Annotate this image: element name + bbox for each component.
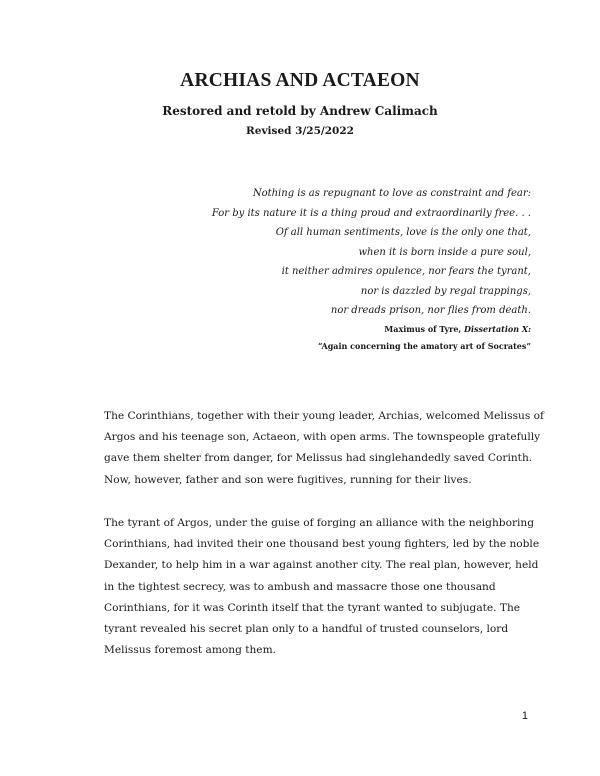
paragraph-line: Melissus foremost among them. (104, 644, 276, 657)
revision-date: Revised 3/25/2022 (246, 125, 354, 137)
epigraph-line: Of all human sentiments, love is the only one that, (275, 227, 531, 238)
epigraph-line: Nothing is as repugnant to love as constraint and fear: (252, 188, 531, 199)
paragraph-line: The tyrant of Argos, under the guise of forging an alliance with the neighboring (104, 517, 535, 529)
paragraph-line: The Corinthians, together with their young leader, Archias, welcomed Melissus of (104, 410, 544, 422)
epigraph-line: it neither admires opulence, nor fears the tyrant, (281, 266, 531, 277)
epigraph-line: nor dreads prison, nor flies from death. (330, 305, 531, 316)
paragraph-line: Corinthians, had invited their one thousand best young fighters, led by the noble (104, 538, 540, 551)
document-subtitle: Restored and retold by Andrew Calimach (162, 104, 438, 118)
paragraph-line: Now, however, father and son were fugitives, running for their lives. (104, 473, 472, 486)
epigraph-line: For by its nature it is a thing proud and extraordinarily free. . . (211, 207, 531, 219)
paragraph-line: in the tightest secrecy, was to ambush and massacre those one thousand (104, 580, 496, 593)
epigraph-author: Maximus of Tyre, (384, 323, 464, 334)
epigraph-attribution (111, 321, 531, 338)
epigraph-line: nor is dazzled by regal trappings, (360, 285, 531, 297)
body-paragraph (104, 406, 544, 491)
body-paragraph (104, 513, 544, 661)
paragraph-line: gave them shelter from danger, for Melissus had singlehandedly saved Corinth. (104, 452, 533, 465)
paragraph-line: Argos and his teenage son, Actaeon, with open arms. The townspeople gratefully (104, 431, 541, 444)
epigraph-work-subtitle: “Again concerning the amatory art of Socrates” (318, 340, 531, 351)
document-title: ARCHIAS AND ACTAEON (180, 70, 420, 91)
epigraph-work: Dissertation X: (464, 323, 531, 334)
page-number: 1 (521, 710, 528, 722)
paragraph-line: Corinthians, for it was Corinth itself that the tyrant wanted to subjugate. The (104, 601, 521, 614)
epigraph (111, 184, 531, 355)
paragraph-line: tyrant revealed his secret plan only to a handful of trusted counselors, lord (104, 623, 509, 636)
epigraph-line: when it is born inside a pure soul, (358, 246, 531, 258)
paragraph-line: Dexander, to help him in a war against another city. The real plan, however, held (104, 559, 539, 572)
